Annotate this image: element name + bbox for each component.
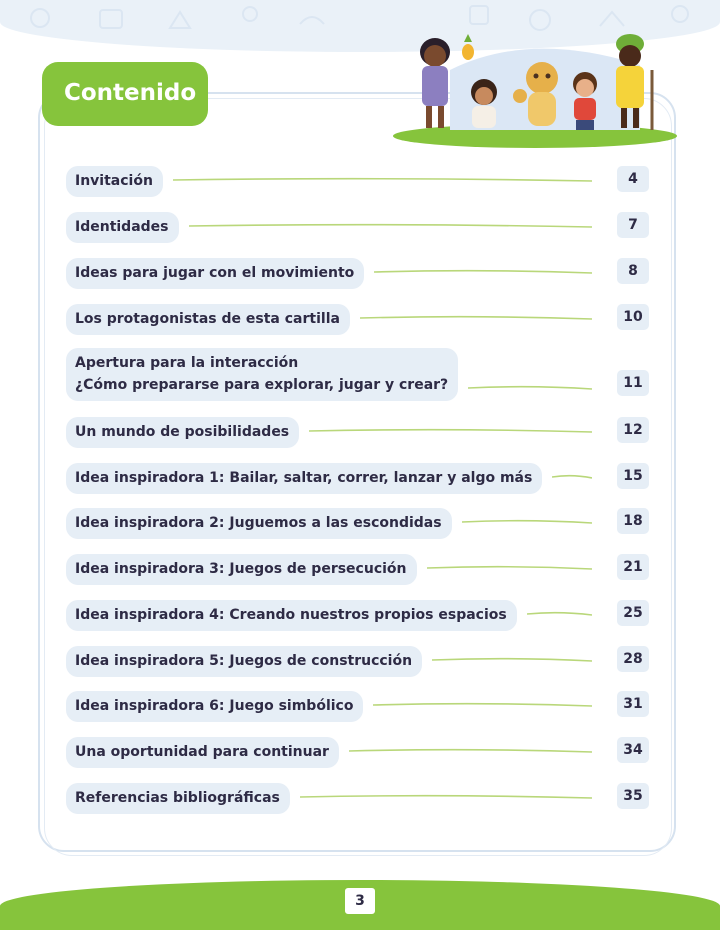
toc-entry-label-line: Apertura para la interacción: [75, 355, 299, 371]
toc-entry-page-number[interactable]: 8: [617, 258, 649, 284]
toc-entry-label[interactable]: [66, 600, 517, 631]
toc-leader-line: [468, 383, 592, 393]
toc-leader-line: [309, 426, 592, 436]
toc-entry-label[interactable]: [66, 212, 179, 243]
toc-entry-label[interactable]: [66, 691, 363, 722]
toc-entry-label[interactable]: [66, 258, 364, 289]
toc-entry-label-line: ¿Cómo prepararse para explorar, jugar y crear?: [75, 377, 449, 393]
toc-entry-label[interactable]: [66, 348, 458, 401]
toc-entry-label-line: Idea inspiradora 2: Juguemos a las escondidas: [75, 515, 442, 531]
toc-entry-page-number[interactable]: 10: [617, 304, 649, 330]
toc-entry-label-line: Un mundo de posibilidades: [75, 424, 290, 440]
toc-leader-line: [432, 655, 592, 665]
toc-entry-page-number[interactable]: 12: [617, 417, 649, 443]
toc-leader-line: [552, 472, 592, 482]
characters-illustration-icon: [390, 30, 680, 148]
toc-entry-page-number[interactable]: 35: [617, 783, 649, 809]
toc-entry-page-number[interactable]: 7: [617, 212, 649, 238]
toc-leader-line: [374, 267, 592, 277]
toc-entry-label-line: Referencias bibliográficas: [75, 790, 280, 806]
toc-entry-label[interactable]: [66, 463, 542, 494]
toc-leader-line: [173, 175, 592, 185]
toc-entry-page-number[interactable]: 28: [617, 646, 649, 672]
title-tab: [42, 62, 208, 126]
toc-entry-page-number[interactable]: 18: [617, 508, 649, 534]
toc-entry-label[interactable]: [66, 417, 299, 448]
toc-leader-line: [349, 746, 592, 756]
toc-entry-label-line: Idea inspiradora 4: Creando nuestros propios espacios: [75, 607, 507, 623]
toc-leader-line: [360, 313, 592, 323]
toc-entry-page-number[interactable]: 31: [617, 691, 649, 717]
toc-entry-label-line: Idea inspiradora 5: Juegos de construcción: [75, 653, 413, 669]
toc-leader-line: [427, 563, 592, 573]
toc-entry-label-line: Idea inspiradora 6: Juego simbólico: [75, 698, 354, 714]
toc-entry-label-line: Idea inspiradora 1: Bailar, saltar, correr, lanzar y algo más: [75, 470, 533, 486]
toc-entry-page-number[interactable]: 11: [617, 370, 649, 396]
toc-entry-label-line: Identidades: [75, 219, 169, 235]
toc-entry-label-line: Invitación: [75, 173, 153, 189]
toc-leader-line: [527, 609, 592, 619]
page-number: 3: [343, 886, 377, 916]
toc-leader-line: [462, 517, 592, 527]
toc-entry-label[interactable]: [66, 783, 290, 814]
toc-leader-line: [189, 221, 592, 231]
toc-entry-label[interactable]: [66, 554, 417, 585]
toc-entry-label[interactable]: [66, 646, 422, 677]
toc-entry-page-number[interactable]: 34: [617, 737, 649, 763]
toc-entry-label-line: Una oportunidad para continuar: [75, 744, 329, 760]
toc-entry-page-number[interactable]: 21: [617, 554, 649, 580]
toc-entry-label-line: Ideas para jugar con el movimiento: [75, 265, 355, 281]
page-title: Contenido: [64, 80, 197, 106]
toc-entry-page-number[interactable]: 15: [617, 463, 649, 489]
toc-entry-page-number[interactable]: 25: [617, 600, 649, 626]
title-divider: [208, 92, 413, 94]
toc-leader-line: [373, 700, 592, 710]
toc-leader-line: [300, 792, 592, 802]
toc-entry-label[interactable]: [66, 304, 350, 335]
toc-entry-label-line: Idea inspiradora 3: Juegos de persecución: [75, 561, 407, 577]
toc-entry-label[interactable]: [66, 166, 163, 197]
toc-entry-label[interactable]: [66, 508, 452, 539]
toc-entry-label-line: Los protagonistas de esta cartilla: [75, 311, 340, 327]
toc-entry-label[interactable]: [66, 737, 339, 768]
toc-entry-page-number[interactable]: 4: [617, 166, 649, 192]
